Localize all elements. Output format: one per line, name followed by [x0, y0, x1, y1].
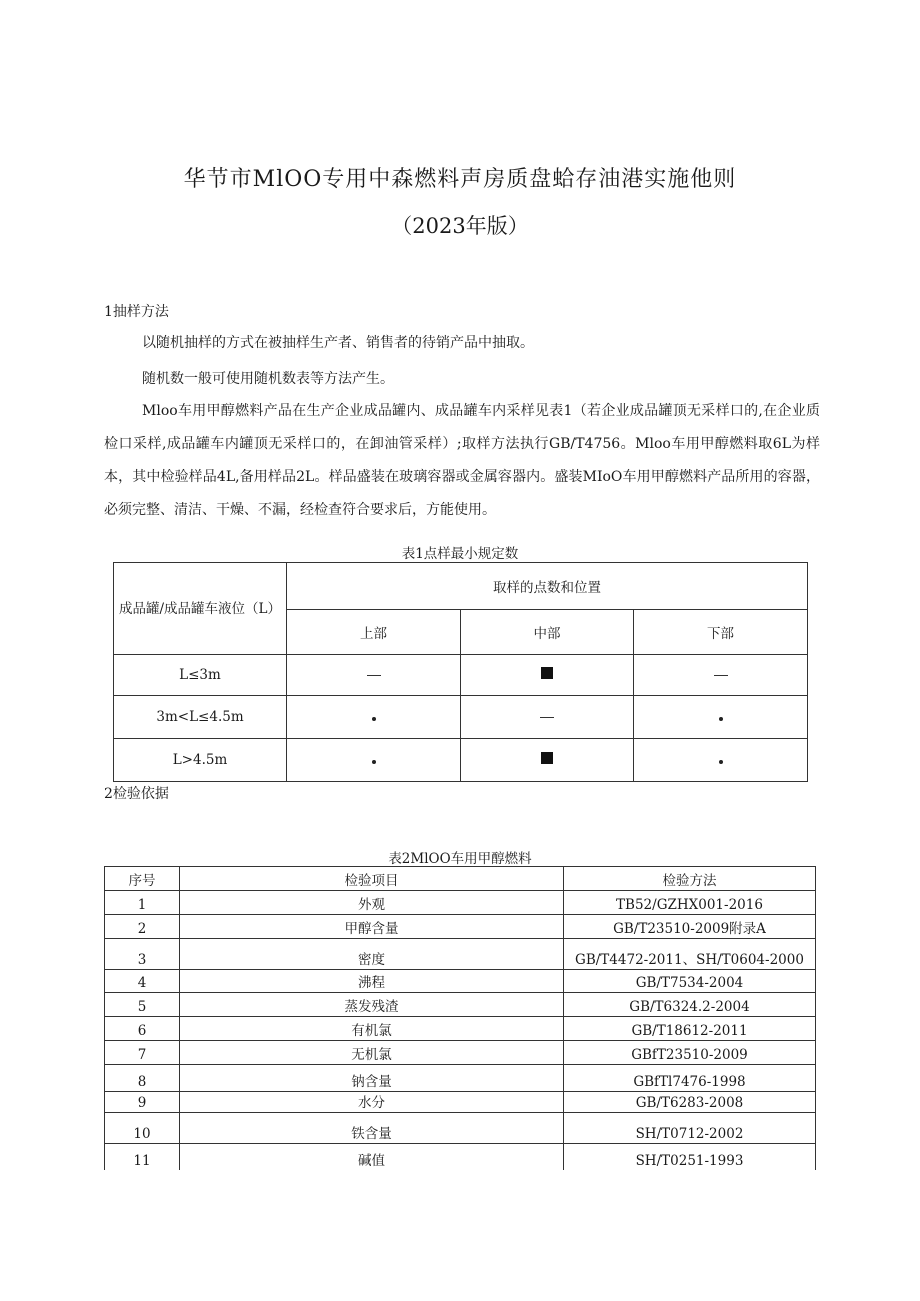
- table2-item-cell: 外观: [180, 891, 564, 915]
- table2-method-cell: SH/T0712-2002: [564, 1113, 816, 1144]
- table2-method-cell: GB/T23510-2009附录A: [564, 915, 816, 939]
- table1-column-header: 中部: [461, 610, 634, 655]
- table2-item-cell: 碱值: [180, 1144, 564, 1170]
- table2-method-cell: SH/T0251-1993: [564, 1144, 816, 1170]
- table2-header-cell: 序号: [105, 867, 180, 891]
- table2-caption: 表2MlOO车用甲醇燃料: [388, 851, 532, 867]
- dash-symbol: [714, 675, 728, 676]
- table2-method-cell: GBfT23510-2009: [564, 1041, 816, 1065]
- section-heading-basis: 2检验依据: [104, 786, 169, 802]
- dash-symbol: [367, 675, 381, 676]
- table2-no-cell: 7: [105, 1041, 180, 1065]
- paragraph-sampling-procedure: Mloo车用甲醇燃料产品在生产企业成品罐内、成品罐车内采样见表1（若企业成品罐顶无采样口的,在企业质检口采样,成品罐车内罐顶无采样口的，在卸油管采样）;取样方法执行GB/T4756。Mloo车用甲醇燃料取6L为样本，其中检验样品4L,备用样品2L。样品盛装在玻璃容器或金属容器内。盛装MIoO车用甲醇燃料产品所用的容器，必须完整、清洁、干燥、不漏，经检查符合要求后，方能使用。: [104, 403, 820, 518]
- dot-symbol: [719, 760, 723, 764]
- table1-mark-cell: [461, 655, 634, 696]
- inspection-items-table: [104, 866, 816, 1170]
- table2-item-cell: 沸程: [180, 970, 564, 993]
- table2-no-cell: 8: [105, 1065, 180, 1092]
- table2-header-cell: 检验项目: [180, 867, 564, 891]
- table2-item-cell: 钠含量: [180, 1065, 564, 1092]
- sampling-points-table: [113, 562, 808, 782]
- paragraph-random-sampling: 以随机抽样的方式在被抽样生产者、销售者的待销产品中抽取。: [142, 335, 534, 351]
- table1-caption: 表1点样最小规定数: [401, 546, 519, 562]
- table1-mark-cell: [287, 739, 461, 782]
- table1-mark-cell: [287, 696, 461, 739]
- table2-no-cell: 1: [105, 891, 180, 915]
- paragraph-random-numbers: 随机数一般可使用随机数表等方法产生。: [142, 371, 394, 387]
- table1-level-cell: L≤3m: [114, 655, 287, 696]
- dash-symbol: [540, 717, 554, 718]
- table2-method-cell: GB/T6324.2-2004: [564, 993, 816, 1017]
- table2-method-cell: GB/T18612-2011: [564, 1017, 816, 1041]
- table1-mark-cell: [461, 739, 634, 782]
- table1-mark-cell: [461, 696, 634, 739]
- dot-symbol: [719, 717, 723, 721]
- table1-group-header: 取样的点数和位置: [287, 563, 808, 610]
- table1-row-header: 成品罐/成品罐车液位（L）: [114, 563, 287, 655]
- table1-level-cell: L>4.5m: [114, 739, 287, 782]
- table2-method-cell: GB/T6283-2008: [564, 1092, 816, 1113]
- table2-no-cell: 10: [105, 1113, 180, 1144]
- square-symbol: [541, 752, 553, 764]
- dot-symbol: [372, 760, 376, 764]
- table2-item-cell: 甲醇含量: [180, 915, 564, 939]
- table1-mark-cell: [634, 655, 808, 696]
- table2-item-cell: 水分: [180, 1092, 564, 1113]
- table1-mark-cell: [287, 655, 461, 696]
- table2-no-cell: 9: [105, 1092, 180, 1113]
- table2-item-cell: 有机氯: [180, 1017, 564, 1041]
- table2-item-cell: 铁含量: [180, 1113, 564, 1144]
- page-subtitle: （2023年版）: [391, 214, 529, 238]
- table2-method-cell: TB52/GZHX001-2016: [564, 891, 816, 915]
- square-symbol: [541, 667, 553, 679]
- table2-no-cell: 4: [105, 970, 180, 993]
- table2-item-cell: 密度: [180, 939, 564, 970]
- page-title: 华节市MlOO专用中森燃料声房质盘蛤存油港实施他则: [183, 167, 737, 192]
- table2-method-cell: GB/T4472-2011、SH/T0604-2000: [564, 939, 816, 970]
- table2-item-cell: 无机氯: [180, 1041, 564, 1065]
- section-heading-sampling: 1抽样方法: [104, 304, 169, 320]
- table2-header-cell: 检验方法: [564, 867, 816, 891]
- table1-mark-cell: [634, 739, 808, 782]
- table2-no-cell: 2: [105, 915, 180, 939]
- table1-level-cell: 3m<L≤4.5m: [114, 696, 287, 739]
- table1-column-header: 上部: [287, 610, 461, 655]
- table2-no-cell: 11: [105, 1144, 180, 1170]
- table1-mark-cell: [634, 696, 808, 739]
- table2-item-cell: 蒸发残渣: [180, 993, 564, 1017]
- table1-column-header: 下部: [634, 610, 808, 655]
- table2-method-cell: GB/T7534-2004: [564, 970, 816, 993]
- table2-method-cell: GBfTl7476-1998: [564, 1065, 816, 1092]
- table2-no-cell: 3: [105, 939, 180, 970]
- table2-no-cell: 5: [105, 993, 180, 1017]
- dot-symbol: [372, 717, 376, 721]
- table2-no-cell: 6: [105, 1017, 180, 1041]
